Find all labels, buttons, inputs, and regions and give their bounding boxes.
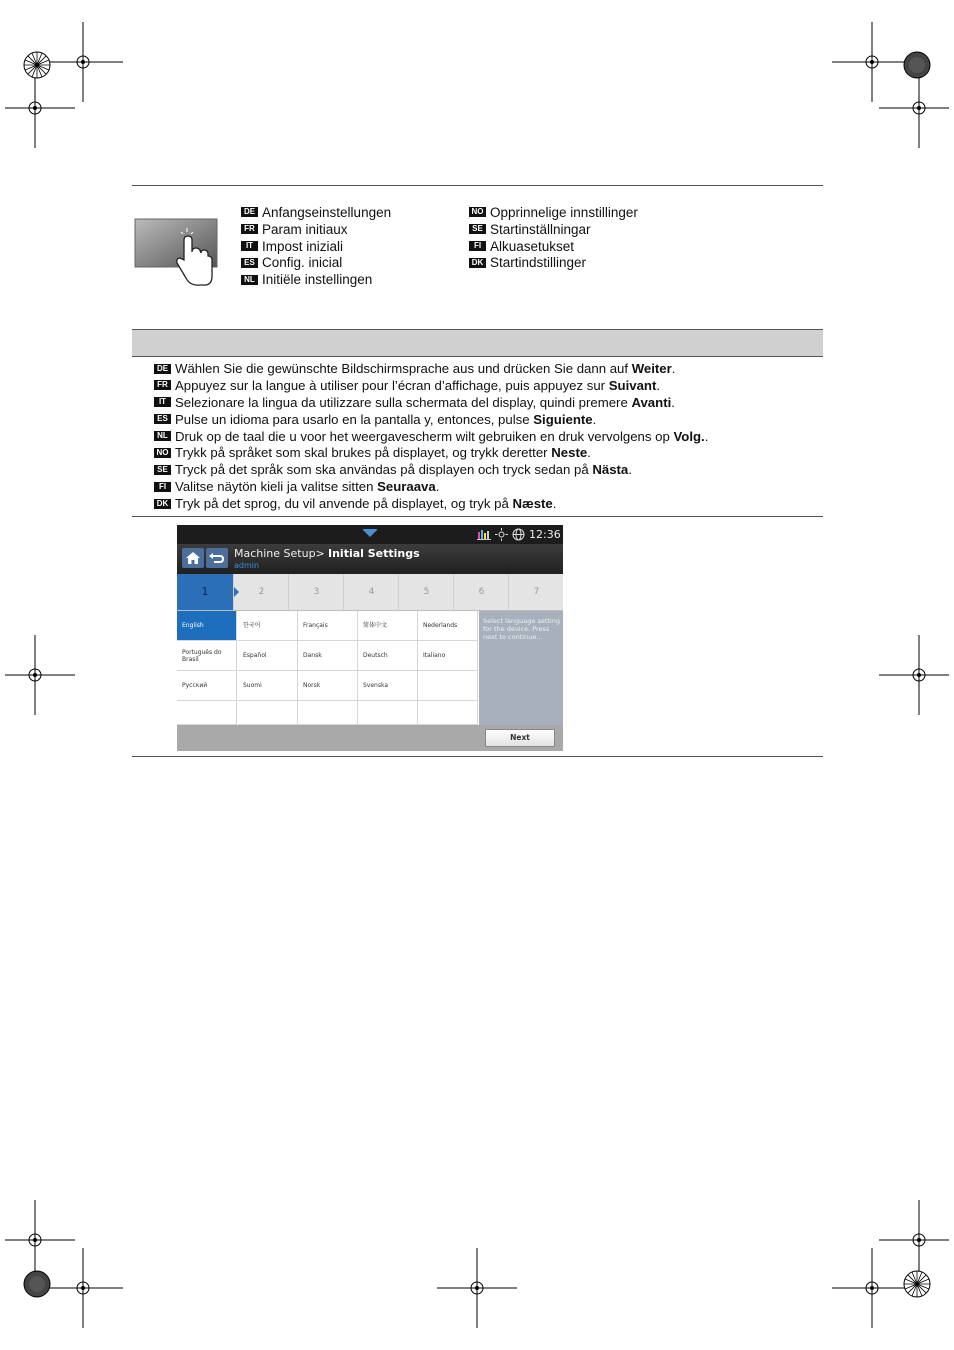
help-text: Select language setting for the device. Press next to continue...: [483, 617, 560, 641]
title-translation: [241, 255, 391, 272]
home-button[interactable]: [182, 548, 204, 568]
tap-hand-icon: [134, 218, 218, 290]
language-badge: FR: [241, 224, 258, 234]
mid-rule: [132, 516, 823, 517]
button-name: Nästa: [592, 462, 629, 478]
language-badge: ES: [154, 414, 171, 424]
section-bar: [132, 329, 823, 357]
punctuation: .: [671, 394, 675, 410]
punctuation: .: [656, 377, 661, 393]
button-name: Volg.: [673, 428, 705, 444]
back-arrow-icon: [206, 548, 228, 568]
top-rule: [132, 185, 823, 186]
step-2: 2: [233, 574, 289, 610]
language-badge: SE: [469, 224, 486, 234]
instruction-text: Selezionare la lingua da utilizzare sulla schermata del display, quindi premere: [175, 394, 632, 410]
globe-icon: [512, 528, 525, 541]
device-screen: [177, 525, 563, 751]
title-bar: [177, 544, 563, 574]
step-7: 7: [508, 574, 563, 610]
instruction-item: [154, 445, 708, 462]
title-translation: [469, 222, 638, 239]
empty-cell: [238, 701, 298, 725]
step-indicator: [177, 574, 563, 611]
title-translations-right: [469, 205, 638, 272]
language-option[interactable]: Dansk: [298, 641, 358, 671]
step-6: 6: [453, 574, 509, 610]
back-button[interactable]: [206, 548, 228, 568]
clock: 12:36: [529, 528, 561, 541]
instruction-text: Trykk på språket som skal brukes på displayet, og trykk deretter: [175, 445, 552, 461]
step-4: 4: [343, 574, 399, 610]
help-panel: [479, 611, 563, 725]
crop-mark-icon: [0, 68, 75, 148]
language-badge: FI: [154, 482, 171, 492]
language-badge: NO: [154, 448, 171, 458]
title-translation: [241, 272, 391, 289]
language-badge: IT: [154, 397, 171, 407]
language-badge: NL: [154, 431, 171, 441]
gray-target-icon: [903, 51, 931, 79]
title-text: Config. inicial: [262, 255, 343, 271]
title-text: Impost iniziali: [262, 238, 344, 254]
language-option: [418, 671, 478, 701]
breadcrumb-prefix: Machine Setup>: [234, 547, 329, 560]
screen-title: Initial Settings: [328, 547, 420, 560]
empty-cell: [298, 701, 358, 725]
language-option[interactable]: Français: [298, 611, 358, 641]
button-name: Avanti: [631, 394, 672, 410]
step-3: 3: [288, 574, 344, 610]
title-translation: [241, 222, 391, 239]
instruction-item: [154, 496, 708, 513]
home-icon: [182, 548, 204, 568]
instruction-item: [154, 479, 708, 496]
language-option[interactable]: Suomi: [238, 671, 298, 701]
language-badge: FI: [469, 241, 486, 251]
button-name: Weiter: [631, 361, 672, 376]
title-text: Param initiaux: [262, 221, 348, 237]
title-text: Opprinnelige innstillinger: [490, 205, 638, 220]
toner-level-icon: [477, 529, 491, 540]
instruction-item: [154, 395, 708, 412]
starburst-target-icon: [23, 51, 51, 79]
button-name: Næste: [512, 496, 553, 512]
bottom-rule: [132, 756, 823, 757]
eco-sun-icon: [495, 528, 508, 541]
gray-target-icon: [23, 1270, 51, 1298]
language-badge: NL: [241, 275, 258, 285]
title-translation: [469, 239, 638, 256]
language-badge: DE: [154, 364, 171, 374]
starburst-target-icon: [903, 1270, 931, 1298]
language-option[interactable]: Português do Brasil: [177, 641, 237, 671]
language-badge: SE: [154, 465, 171, 475]
title-text: Alkuasetukset: [490, 238, 575, 254]
button-name: Seuraava: [377, 479, 436, 495]
empty-cell: [358, 701, 418, 725]
title-translation: [469, 205, 638, 222]
user-name: admin: [234, 561, 260, 570]
language-badge: DK: [154, 499, 171, 509]
title-text: Startindstillinger: [490, 255, 587, 271]
instruction-text: Tryk på det sprog, du vil anvende på displayet, og tryk på: [175, 496, 513, 512]
language-option[interactable]: Español: [238, 641, 298, 671]
crop-mark-icon: [0, 635, 75, 715]
punctuation: .: [628, 462, 632, 478]
instruction-item: [154, 412, 708, 429]
language-option[interactable]: Русский: [177, 671, 237, 701]
title-translation: [241, 239, 391, 256]
button-name: Suivant: [608, 377, 657, 393]
language-option[interactable]: Svenska: [358, 671, 418, 701]
crop-mark-icon: [832, 1248, 912, 1328]
crop-mark-icon: [879, 635, 954, 715]
crop-mark-icon: [43, 1248, 123, 1328]
step-5: 5: [398, 574, 454, 610]
language-option[interactable]: Norsk: [298, 671, 358, 701]
language-option[interactable]: Deutsch: [358, 641, 418, 671]
punctuation: .: [592, 411, 597, 427]
language-badge: FR: [154, 380, 171, 390]
instruction-text: Tryck på det språk som ska användas på displayen och tryck sedan på: [175, 462, 593, 478]
language-badge: DK: [469, 258, 486, 268]
instruction-text: Wählen Sie die gewünschte Bildschirmsprache aus und drücken Sie dann auf: [175, 361, 632, 376]
instruction-list: [154, 361, 708, 513]
punctuation: .: [552, 496, 557, 512]
title-translation: [469, 255, 638, 272]
punctuation: .: [587, 445, 591, 461]
button-name: Siguiente: [533, 411, 593, 427]
instruction-text: Appuyez sur la langue à utiliser pour l’écran d’affichage, puis appuyez sur: [175, 377, 609, 393]
instruction-item: [154, 361, 708, 378]
instruction-text: Pulse un idioma para usarlo en la pantalla y, entonces, pulse: [175, 411, 534, 427]
title-text: Startinställningar: [490, 221, 591, 237]
touch-illustration: [134, 218, 218, 290]
step-1: 1: [177, 574, 233, 610]
instruction-item: [154, 462, 708, 479]
title-text: Anfangseinstellungen: [262, 205, 392, 220]
crop-mark-icon: [437, 1248, 517, 1328]
language-option[interactable]: English: [177, 611, 237, 641]
punctuation: .: [671, 361, 676, 376]
title-text: Initiële instellingen: [262, 272, 373, 288]
language-badge: NO: [469, 207, 486, 217]
instruction-item: [154, 429, 708, 446]
title-translation: [241, 205, 391, 222]
next-button[interactable]: Next: [485, 729, 555, 747]
status-bar: [177, 525, 563, 544]
empty-cell: [418, 701, 478, 725]
punctuation: .: [704, 428, 709, 444]
bottom-bar: [177, 725, 563, 751]
language-option[interactable]: 한국어: [238, 611, 298, 641]
language-badge: ES: [241, 258, 258, 268]
title-translations-left: [241, 205, 391, 289]
instruction-text: Valitse näytön kieli ja valitse sitten: [175, 479, 378, 495]
crop-mark-icon: [879, 68, 954, 148]
button-name: Neste: [551, 445, 588, 461]
instruction-item: [154, 378, 708, 395]
language-grid: [177, 611, 479, 725]
instruction-text: Druk op de taal die u voor het weergavescherm wilt gebruiken en druk vervolgens op: [175, 428, 674, 444]
empty-cell: [177, 701, 237, 725]
notification-pulldown-icon[interactable]: [362, 529, 378, 539]
language-option[interactable]: 简体中文: [358, 611, 418, 641]
punctuation: .: [435, 479, 440, 495]
language-badge: DE: [241, 207, 258, 217]
language-option[interactable]: Italiano: [418, 641, 478, 671]
language-badge: IT: [241, 241, 258, 251]
language-option[interactable]: Nederlands: [418, 611, 478, 641]
